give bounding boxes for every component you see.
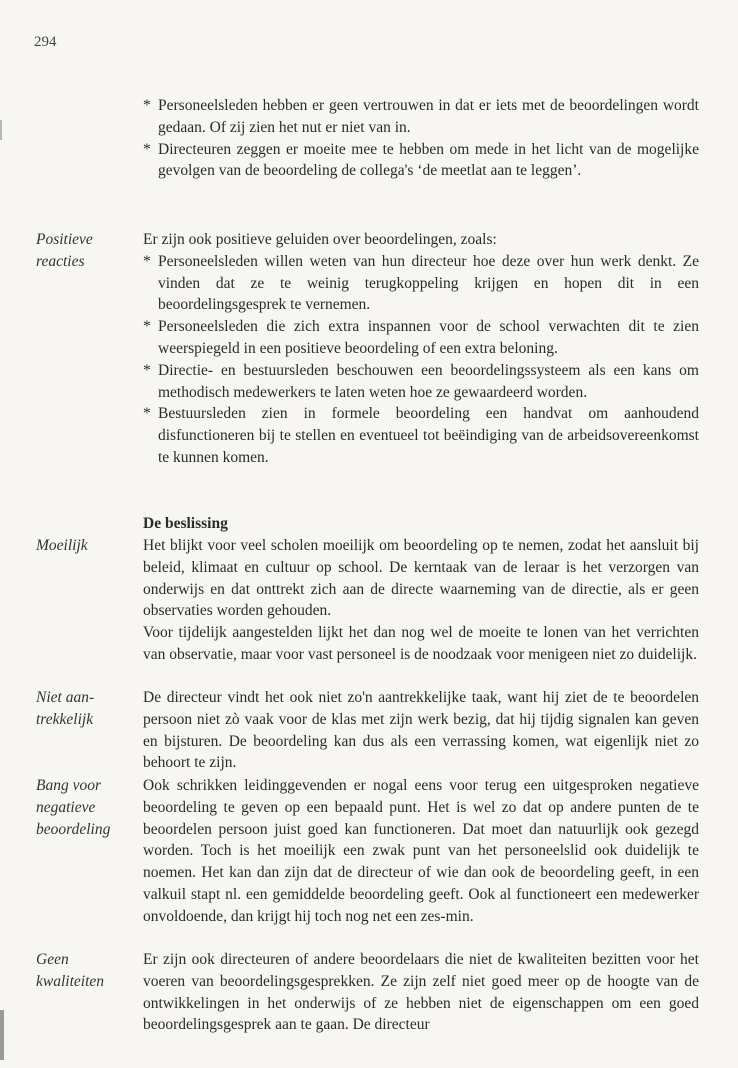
niet-aantrekkelijk-text [143,687,699,774]
bang-paragraph: Ook schrikken leidinggevenden er nogal eens voor terug een uitgesproken negatieve beoordeling te geven op een bepaald punt. Het is wel zo dat op andere punten de te beoordelen persoon juist goed kan functioneren. Dat moet dan natuurlijk ook gezegd worden. Toch is het moeilijk een zwak punt van het personeelslid ook duidelijk te noemen. Het kan dan zijn dat de directeur of wie dan ook de beoordeling geeft, in een valkuil stapt nl. een gemiddelde beoordeling geeft. Ook al functioneert een medewerker onvoldoende, dan krijgt hij toch nog net een zes-min. [143,777,699,925]
list-item: * Bestuursleden zien in formele beoordeling een handvat om aanhoudend disfunctioneren bij te stellen en eventueel tot beëindiging van de arbeidsovereenkomst te kunnen komen. [143,403,699,468]
page-number: 294 [34,34,57,50]
positive-intro: Er zijn ook positieve geluiden over beoordelingen, zoals: [143,231,497,248]
positive-text [143,229,699,469]
margin-note-niet-aantrekkelijk: Niet aan- trekkelijk [36,689,95,728]
margin-note-moeilijk: Moeilijk [36,537,88,554]
margin-note-geen: Geen kwaliteiten [36,951,105,990]
moeilijk-paragraph-2: Voor tijdelijk aangestelden lijkt het dan nog wel de moeite te lonen van het verrichten van observatie, maar voor vast personeel is de noodzaak voor menigeen niet zo duidelijk. [143,624,699,663]
scan-edge-shadow [0,1010,4,1060]
list-item: * Personeelsleden die zich extra inspannen voor de school verwachten dit te zien weerspiegeld in een positieve beoordeling of een extra beloning. [143,316,699,360]
bang-text [143,775,699,928]
scan-edge-mark [0,120,2,140]
moeilijk-text [143,535,699,666]
margin-note-positive: Positieve reacties [36,231,93,270]
list-item: * Directie- en bestuursleden beschouwen een beoordelingssysteem als een kans om methodisch medewerkers te laten weten hoe ze gewaardeerd worden. [143,360,699,404]
top-bullet-list [143,95,699,182]
section-heading: De beslissing [143,515,228,532]
niet-aantrekkelijk-paragraph: De directeur vindt het ook niet zo'n aantrekkelijke taak, want hij ziet de te beoordelen persoon niet zò vaak voor de klas met zijn werk bezig, dat hij tijdig signalen kan geven en bijsturen. De beoordeling kan dus als een verrassing komen, wat eigenlijk niet zo behoort te zijn. [143,689,699,772]
list-item: * Personeelsleden hebben er geen vertrouwen in dat er iets met de beoordelingen wordt gedaan. Of zij zien het nut er niet van in. [143,95,699,139]
moeilijk-paragraph-1: Het blijkt voor veel scholen moeilijk om beoordeling op te nemen, zodat het aansluit bij beleid, klimaat en cultuur op school. De kerntaak van de leraar is het verzorgen van onderwijs en dat onttrekt zich aan de directe waarneming van de directie, als er geen observaties worden gehouden. [143,537,699,620]
margin-note-bang: Bang voor negatieve beoordeling [36,777,111,838]
list-item: * Personeelsleden willen weten van hun directeur hoe deze over hun werk denkt. Ze vinden dat ze te weinig terugkoppeling krijgen en hopen dit in een beoordelingsgesprek te vernemen. [143,251,699,316]
list-item: * Directeuren zeggen er moeite mee te hebben om mede in het licht van de mogelijke gevolgen van de beoordeling de collega's ‘de meetlat aan te leggen’. [143,139,699,183]
geen-paragraph: Er zijn ook directeuren of andere beoordelaars die niet de kwaliteiten bezitten voor het voeren van beoordelingsgesprekken. Ze zijn zelf niet goed meer op de hoogte van de ontwikkelingen in het onderwijs of ze hebben niet de eigenschappen om een goed beoordelingsgesprek aan te gaan. De directeur [143,951,699,1034]
heading-wrap [143,513,699,535]
top-bullets-text [143,95,699,182]
positive-bullet-list [143,251,699,469]
geen-text [143,949,699,1036]
